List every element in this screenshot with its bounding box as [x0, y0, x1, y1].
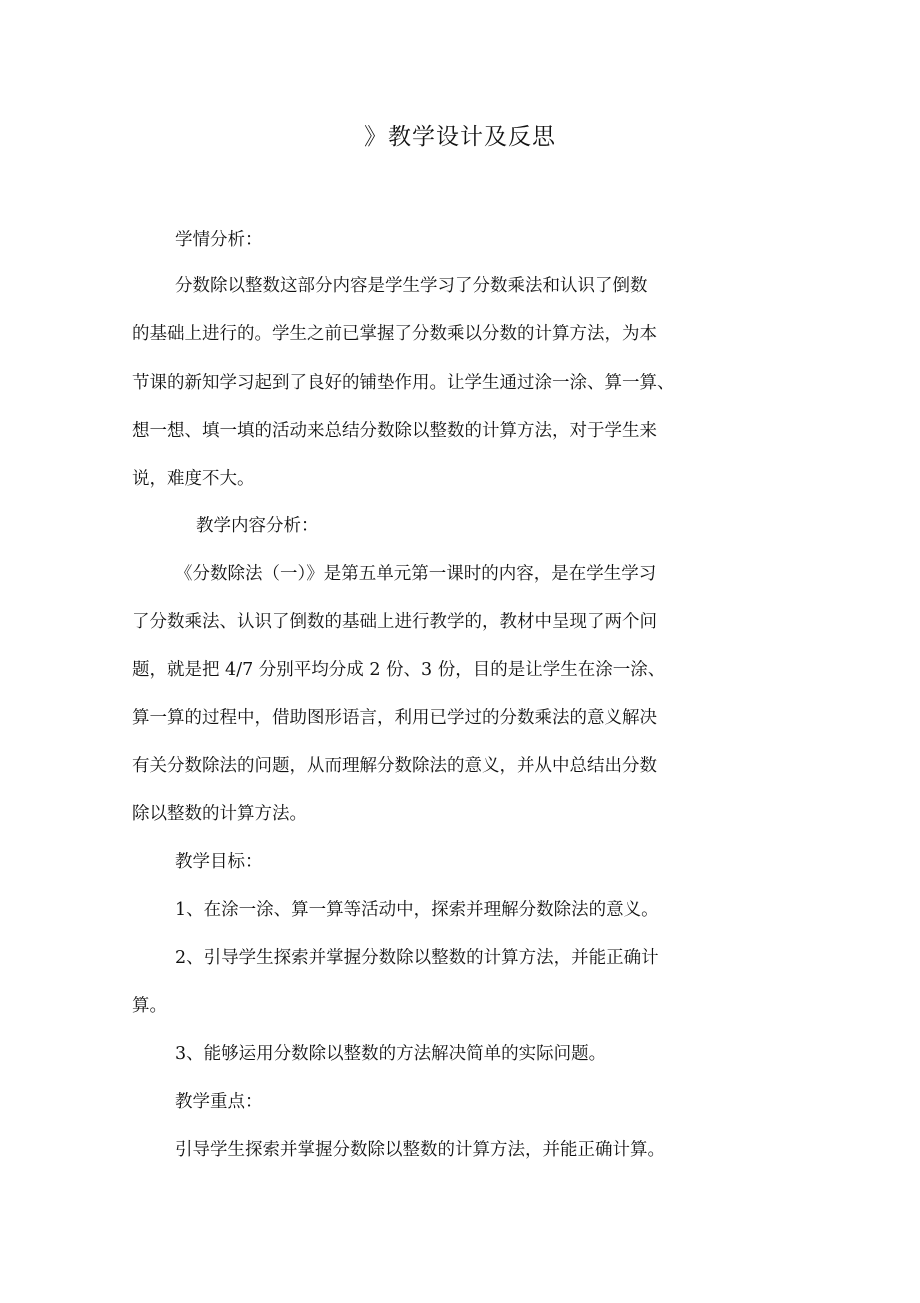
goal-item-2-continued: 算。: [132, 996, 167, 1016]
paragraph-line: 想一想、填一填的活动来总结分数除以整数的计算方法，对于学生来: [132, 421, 657, 441]
paragraph-line: 除以整数的计算方法。: [132, 804, 307, 824]
paragraph-line: 了分数乘法、认识了倒数的基础上进行教学的，教材中呈现了两个问: [132, 612, 657, 632]
paragraph-line: 节课的新知学习起到了良好的铺垫作用。让学生通过涂一涂、算一算、: [132, 373, 675, 393]
paragraph-line: 说，难度不大。: [132, 469, 255, 489]
section-heading-teaching-goals: 教学目标：: [175, 852, 263, 872]
section-heading-content-analysis: 教学内容分析：: [196, 516, 319, 536]
paragraph-line: 算一算的过程中，借助图形语言，利用已学过的分数乘法的意义解决: [132, 708, 657, 728]
paragraph-line: 有关分数除法的问题，从而理解分数除法的意义，并从中总结出分数: [132, 756, 657, 776]
section-heading-student-analysis: 学情分析：: [175, 230, 263, 250]
paragraph-line: 《分数除法（一）》是第五单元第一课时的内容，是在学生学习: [175, 564, 657, 584]
paragraph-line: 题，就是把 4/7 分别平均分成 2 份、3 份，目的是让学生在涂一涂、: [132, 660, 666, 680]
goal-item-1: 1、在涂一涂、算一算等活动中，探索并理解分数除法的意义。: [175, 900, 659, 920]
paragraph-line: 分数除以整数这部分内容是学生学习了分数乘法和认识了倒数: [175, 276, 648, 296]
paragraph-line: 的基础上进行的。学生之前已掌握了分数乘以分数的计算方法，为本: [132, 324, 657, 344]
goal-item-2: 2、引导学生探索并掌握分数除以整数的计算方法，并能正确计: [175, 948, 659, 968]
goal-item-3: 3、能够运用分数除以整数的方法解决简单的实际问题。: [175, 1044, 607, 1064]
section-heading-key-points: 教学重点：: [175, 1092, 263, 1112]
key-point-line: 引导学生探索并掌握分数除以整数的计算方法，并能正确计算。: [175, 1140, 665, 1160]
document-title: 》教学设计及反思: [364, 124, 556, 150]
